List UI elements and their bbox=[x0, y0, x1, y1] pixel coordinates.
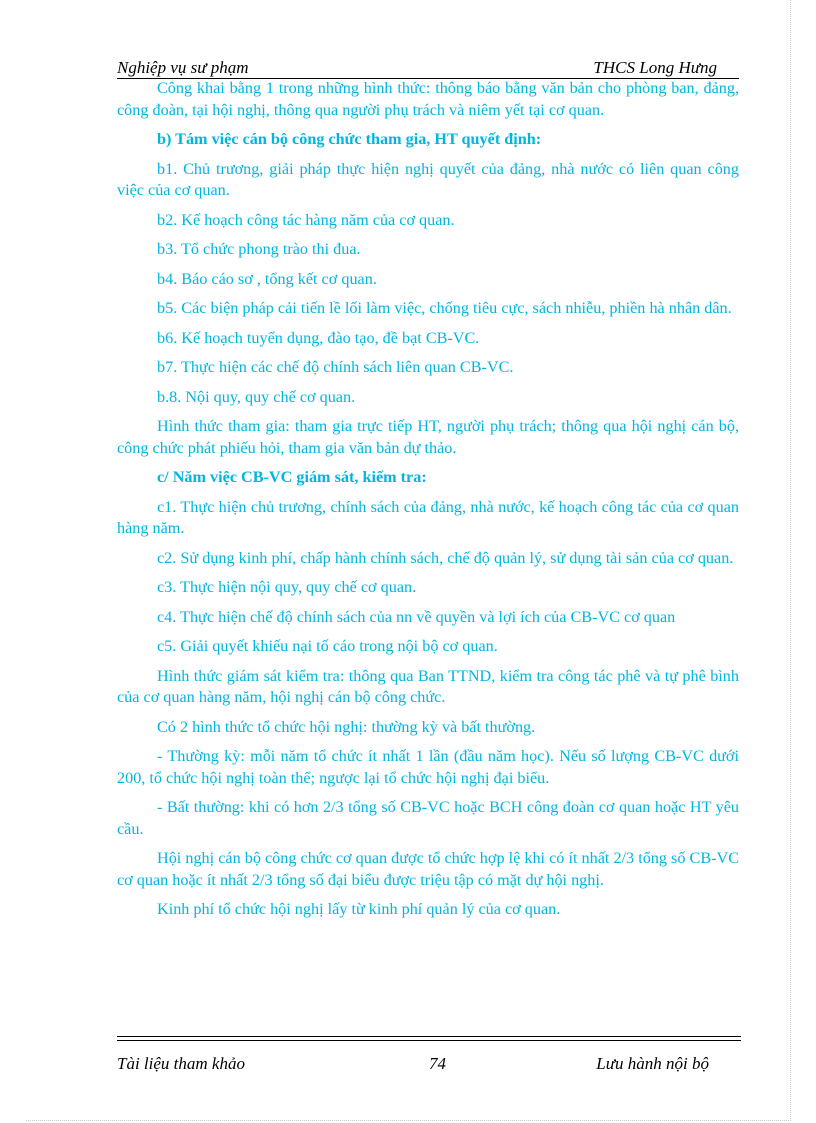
footer-double-rule bbox=[117, 1036, 741, 1041]
paragraph: b6. Kế hoạch tuyển dụng, đào tạo, đề bạt CB-VC. bbox=[157, 328, 480, 347]
header-left-text: Nghiệp vụ sư phạm bbox=[117, 58, 249, 77]
paragraph: c4. Thực hiện chế độ chính sách của nn về quyền và lợi ích của CB-VC cơ quan bbox=[157, 607, 676, 626]
section-heading: b) Tám việc cán bộ công chức tham gia, HT quyết định: bbox=[157, 130, 542, 148]
paragraph: Hội nghị cán bộ công chức cơ quan được tổ chức hợp lệ khi có ít nhất 2/3 tổng số CB-VC cơ quan hoặc ít nhất 2/3 tổng số đại biểu được triệu tập có mặt dự hội nghị. bbox=[117, 849, 739, 889]
header-right-text: THCS Long Hưng bbox=[593, 58, 717, 77]
footer-right-text: Lưu hành nội bộ bbox=[596, 1054, 709, 1073]
page-header bbox=[117, 56, 739, 79]
paragraph: - Bất thường: khi có hơn 2/3 tổng số CB-VC hoặc BCH công đoàn cơ quan hoặc HT yêu cầu. bbox=[117, 798, 739, 838]
paragraph: c5. Giải quyết khiếu nại tố cáo trong nội bộ cơ quan. bbox=[157, 637, 498, 655]
paragraph: - Thường kỳ: mỗi năm tổ chức ít nhất 1 lần (đầu năm học). Nếu số lượng CB-VC dưới 200, tổ chức hội nghị toàn thể; ngược lại tổ chức hội nghị đại biểu. bbox=[117, 747, 739, 787]
paragraph: b1. Chủ trương, giải pháp thực hiện nghị quyết của đảng, nhà nước có liên quan công việc của cơ quan. bbox=[117, 159, 739, 199]
paragraph: b.8. Nội quy, quy chế cơ quan. bbox=[157, 387, 356, 406]
paragraph: Hình thức tham gia: tham gia trực tiếp HT, người phụ trách; thông qua hội nghị cán bộ, công chức phát phiếu hỏi, tham gia văn bản dự thảo. bbox=[117, 417, 739, 457]
paragraph: b4. Báo cáo sơ , tổng kết cơ quan. bbox=[157, 269, 377, 288]
paragraph: Kinh phí tổ chức hội nghị lấy từ kinh phí quản lý của cơ quan. bbox=[157, 900, 561, 918]
paragraph: b3. Tổ chức phong trào thi đua. bbox=[157, 240, 361, 258]
paragraph: c2. Sử dụng kinh phí, chấp hành chính sách, chế độ quản lý, sử dụng tài sản của cơ quan. bbox=[157, 548, 734, 567]
page-number: 74 bbox=[429, 1054, 446, 1073]
paragraph: Công khai bằng 1 trong những hình thức: thông báo bằng văn bản cho phòng ban, đảng, công đoàn, tại hội nghị, thông qua người phụ trách và niêm yết tại cơ quan. bbox=[117, 79, 739, 119]
paragraph: Có 2 hình thức tổ chức hội nghị: thường kỳ và bất thường. bbox=[157, 717, 536, 736]
paragraph: b7. Thực hiện các chế độ chính sách liên quan CB-VC. bbox=[157, 358, 514, 376]
body-content bbox=[117, 78, 739, 929]
footer-left-text: Tài liệu tham khảo bbox=[117, 1054, 245, 1073]
page-footer bbox=[117, 1054, 741, 1078]
paragraph: b5. Các biện pháp cải tiến lề lối làm việc, chống tiêu cực, sách nhiễu, phiền hà nhân dân. bbox=[157, 299, 732, 317]
paragraph: b2. Kế hoạch công tác hàng năm của cơ quan. bbox=[157, 210, 455, 229]
paragraph: c1. Thực hiện chủ trương, chính sách của đảng, nhà nước, kế hoạch công tác của cơ quan hàng năm. bbox=[117, 497, 739, 537]
paragraph: c3. Thực hiện nội quy, quy chế cơ quan. bbox=[157, 578, 417, 596]
paragraph: Hình thức giám sát kiểm tra: thông qua Ban TTND, kiểm tra công tác phê và tự phê bình của cơ quan hàng năm, hội nghị cán bộ công chức. bbox=[117, 666, 739, 706]
section-heading: c/ Năm việc CB-VC giám sát, kiểm tra: bbox=[157, 468, 427, 486]
